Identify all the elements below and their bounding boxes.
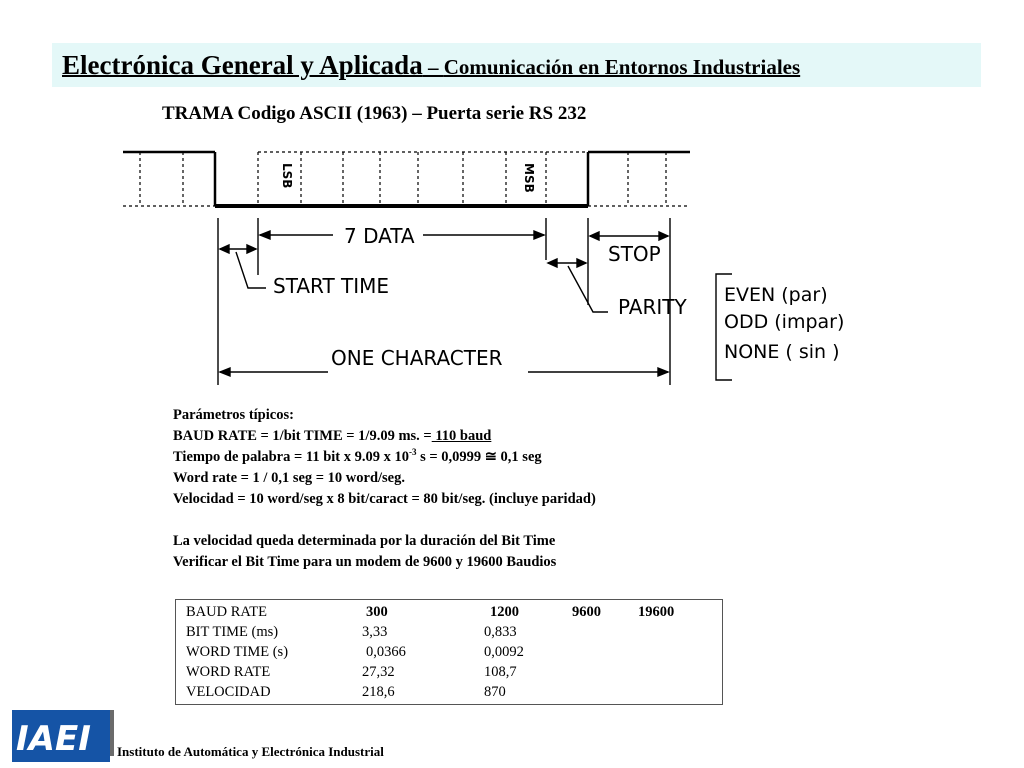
parity-label: PARITY [618, 295, 687, 319]
lsb-label: LSB [280, 163, 294, 189]
baud-rate-table [175, 599, 723, 705]
frame-subtitle: TRAMA Codigo ASCII (1963) – Puerta serie RS 232 [162, 103, 587, 124]
seven-data-label: 7 DATA [344, 224, 415, 248]
parity-odd: ODD (impar) [724, 311, 845, 333]
start-time-label: START TIME [273, 274, 390, 298]
table-row: BAUD RATE 300 1200 9600 19600 [186, 604, 675, 620]
page-title: Electrónica General y Aplicada – Comunicación en Entornos Industriales [62, 50, 801, 80]
stop-label: STOP [608, 242, 661, 266]
logo-text: IAEI [16, 719, 91, 759]
rs232-frame-diagram [118, 140, 858, 390]
velocidad-line: Velocidad = 10 word/seg x 8 bit/caract = 80 bit/seg. (incluye paridad) [173, 491, 596, 507]
note-verify: Verificar el Bit Time para un modem de 9600 y 19600 Baudios [173, 554, 557, 570]
institute-name: Instituto de Automática y Electrónica Industrial [117, 744, 384, 759]
word-time-line: Tiempo de palabra = 11 bit x 9.09 x $10^{-3}$ s = 0,0999 ≅ 0,1 seg [173, 447, 542, 465]
baud-rate-line: BAUD RATE = 1/bit TIME = 1/9.09 ms. = 110 baud [173, 428, 492, 444]
typical-parameters [173, 405, 596, 573]
msb-label: MSB [522, 163, 536, 193]
table-row: VELOCIDAD 218,6 870 [186, 684, 506, 700]
parity-even: EVEN (par) [724, 284, 828, 306]
iaei-logo [12, 710, 110, 762]
table-row: WORD TIME (s) 0,0366 0,0092 [186, 644, 524, 660]
table-row: BIT TIME (ms) 3,33 0,833 [186, 624, 517, 640]
table-row: WORD RATE 27,32 108,7 [186, 664, 517, 680]
one-character-label: ONE CHARACTER [331, 346, 503, 370]
word-rate-line: Word rate = 1 / 0,1 seg = 10 word/seg. [173, 470, 405, 486]
note-bit-time: La velocidad queda determinada por la duración del Bit Time [173, 533, 556, 549]
parity-none: NONE ( sin ) [724, 341, 840, 363]
params-heading: Parámetros típicos: [173, 407, 294, 423]
